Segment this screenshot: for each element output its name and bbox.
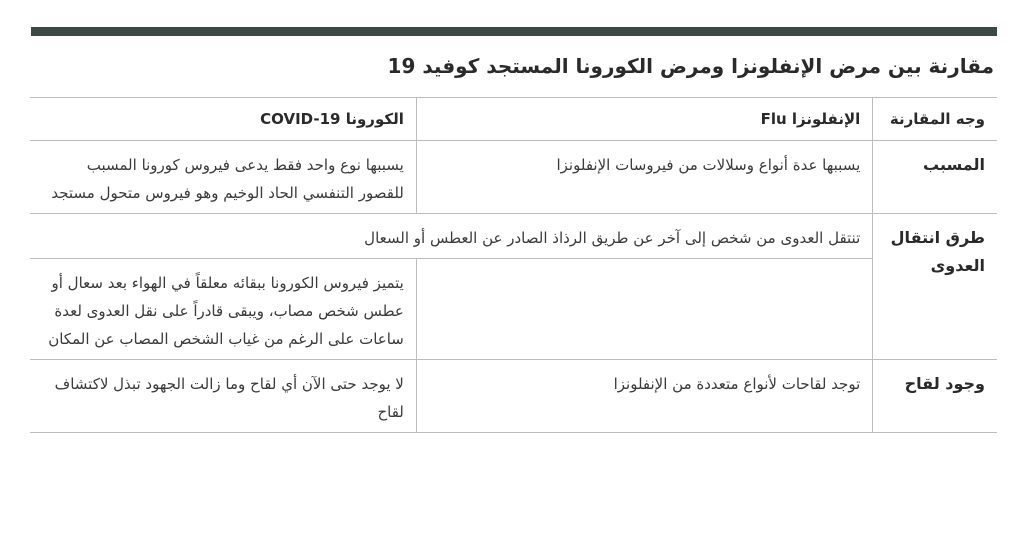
header-aspect: وجه المقارنة [873, 98, 997, 141]
header-covid: الكورونا COVID-19 [30, 98, 416, 141]
cell-cause-covid: يسببها نوع واحد فقط يدعى فيروس كورونا المسبب للقصور التنفسي الحاد الوخيم وهو فيروس متحول مستجد [30, 141, 416, 214]
table-row-transmission-shared [30, 214, 997, 259]
table-row-cause [30, 141, 997, 214]
header-flu: الإنفلونزا Flu [416, 98, 872, 141]
cell-vaccine-flu: توجد لقاحات لأنواع متعددة من الإنفلونزا [416, 360, 872, 433]
cell-cause-flu: يسببها عدة أنواع وسلالات من فيروسات الإنفلونزا [416, 141, 872, 214]
comparison-table [30, 97, 997, 433]
row-label-transmission: طرق انتقال العدوى [873, 214, 997, 360]
cell-transmission-flu [416, 259, 872, 360]
cell-transmission-shared: تنتقل العدوى من شخص إلى آخر عن طريق الرذاذ الصادر عن العطس أو السعال [30, 214, 873, 259]
table-row-transmission-detail [30, 259, 997, 360]
cell-transmission-covid: يتميز فيروس الكورونا ببقائه معلقاً في الهواء بعد سعال أو عطس شخص مصاب، ويبقى قادراً على نقل العدوى لعدة ساعات على الرغم من غياب الشخص المصاب عن المكان [30, 259, 416, 360]
cell-vaccine-covid: لا يوجد حتى الآن أي لقاح وما زالت الجهود تبذل لاكتشاف لقاح [30, 360, 416, 433]
row-label-cause: المسبب [873, 141, 997, 214]
table-row-vaccine [30, 360, 997, 433]
top-accent-bar [31, 27, 997, 36]
table-header-row [30, 98, 997, 141]
row-label-vaccine: وجود لقاح [873, 360, 997, 433]
page-title: مقارنة بين مرض الإنفلونزا ومرض الكورونا المستجد كوفيد 19 [387, 54, 994, 78]
